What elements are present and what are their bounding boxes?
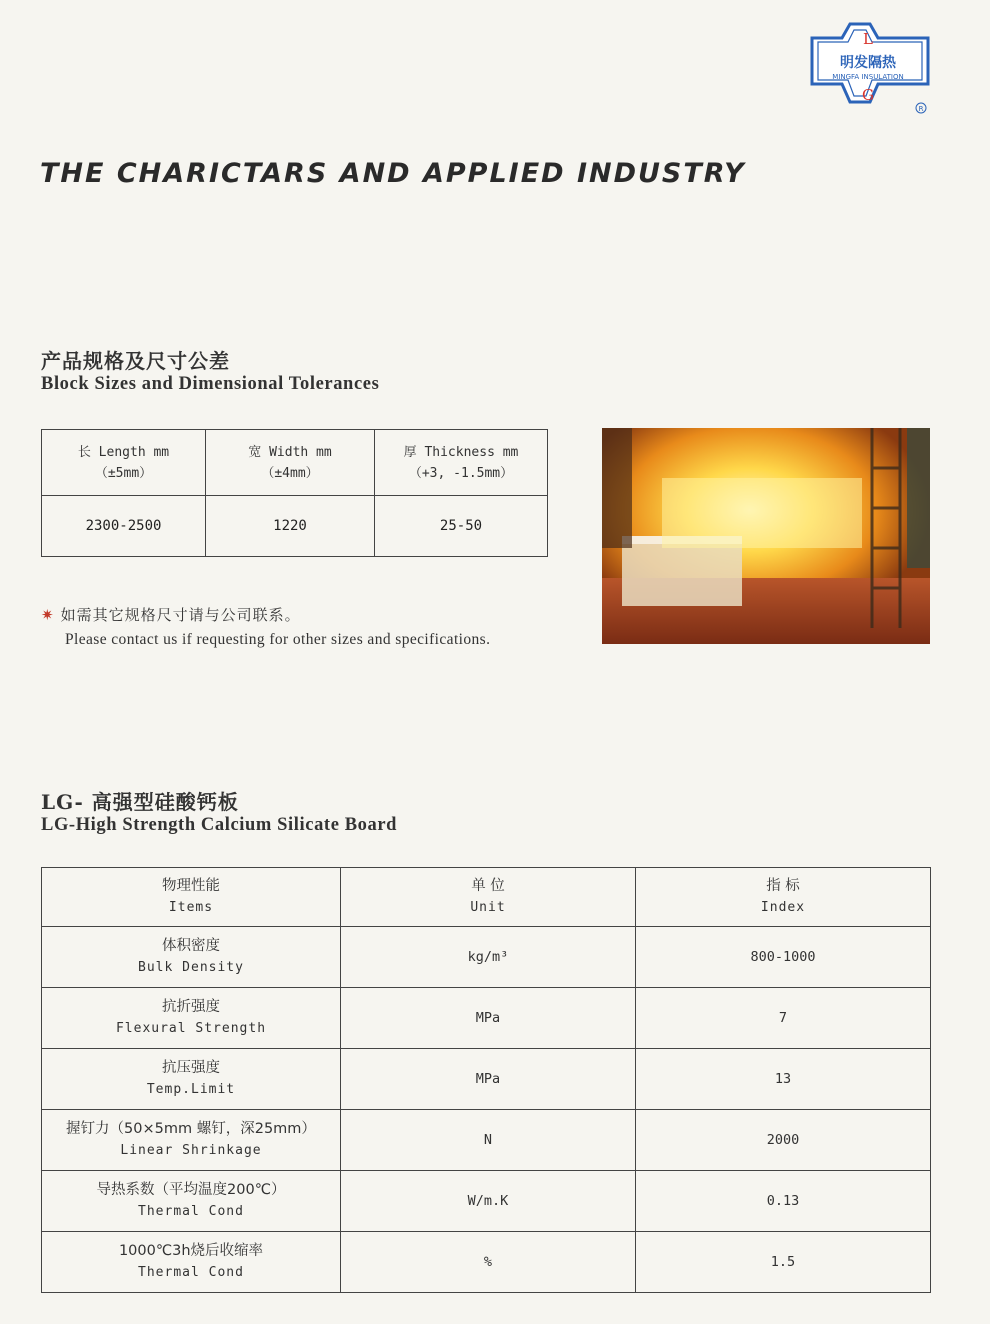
asterisk-icon: ✷ xyxy=(41,606,55,624)
unit-cell: kg/m³ xyxy=(341,927,636,988)
index-cell: 1.5 xyxy=(636,1232,931,1293)
table-row xyxy=(42,1171,931,1232)
index-cell: 13 xyxy=(636,1049,931,1110)
svg-text:G: G xyxy=(862,86,874,104)
index-cell: 800-1000 xyxy=(636,927,931,988)
board-section-title-en: LG-High Strength Calcium Silicate Board xyxy=(41,815,398,835)
item-cell: 导热系数（平均温度200℃） Thermal Cond xyxy=(42,1171,341,1232)
table-row xyxy=(42,988,931,1049)
table-header-row xyxy=(42,430,548,496)
index-cell: 0.13 xyxy=(636,1171,931,1232)
page-title: THE CHARICTARS AND APPLIED INDUSTRY xyxy=(40,158,746,189)
properties-table xyxy=(41,867,931,1293)
item-cell: 握钉力（50×5mm 螺钉，深25mm） Linear Shrinkage xyxy=(42,1110,341,1171)
unit-cell: N xyxy=(341,1110,636,1171)
table-header-row xyxy=(42,868,931,927)
header-unit: 单 位 Unit xyxy=(341,868,636,927)
table-row xyxy=(42,1049,931,1110)
item-cell: 抗折强度 Flexural Strength xyxy=(42,988,341,1049)
unit-cell: W/m.K xyxy=(341,1171,636,1232)
header-items: 物理性能 Items xyxy=(42,868,341,927)
unit-cell: MPa xyxy=(341,1049,636,1110)
length-value: 2300-2500 xyxy=(42,496,206,557)
svg-text:L: L xyxy=(863,30,873,48)
item-cell: 体积密度 Bulk Density xyxy=(42,927,341,988)
furnace-photo xyxy=(602,428,930,644)
item-cell: 1000℃3h烧后收缩率 Thermal Cond xyxy=(42,1232,341,1293)
block-section-title-cn: 产品规格及尺寸公差 xyxy=(41,349,230,373)
table-row xyxy=(42,927,931,988)
furnace-image xyxy=(602,428,930,644)
size-note xyxy=(41,604,490,649)
logo-emblem xyxy=(810,22,930,114)
company-logo xyxy=(810,22,930,114)
block-section-title-en: Block Sizes and Dimensional Tolerances xyxy=(41,374,380,394)
header-width: 宽 Width mm （±4mm） xyxy=(206,430,375,496)
table-row xyxy=(42,1110,931,1171)
svg-text:R: R xyxy=(918,105,924,113)
index-cell: 7 xyxy=(636,988,931,1049)
table-row xyxy=(42,496,548,557)
header-length: 长 Length mm （±5mm） xyxy=(42,430,206,496)
unit-cell: MPa xyxy=(341,988,636,1049)
header-index: 指 标 Index xyxy=(636,868,931,927)
note-cn: 如需其它规格尺寸请与公司联系。 xyxy=(60,606,301,624)
note-en: Please contact us if requesting for other sizes and specifications. xyxy=(65,631,491,648)
index-cell: 2000 xyxy=(636,1110,931,1171)
item-cell: 抗压强度 Temp.Limit xyxy=(42,1049,341,1110)
block-size-table xyxy=(41,429,548,557)
header-thickness: 厚 Thickness mm （+3, -1.5mm） xyxy=(375,430,548,496)
width-value: 1220 xyxy=(206,496,375,557)
svg-text:明发隔热: 明发隔热 xyxy=(840,55,896,71)
unit-cell: % xyxy=(341,1232,636,1293)
thickness-value: 25-50 xyxy=(375,496,548,557)
board-section-title-cn: LG- 高强型硅酸钙板 xyxy=(41,790,239,814)
table-row xyxy=(42,1232,931,1293)
svg-text:MINGFA INSULATION: MINGFA INSULATION xyxy=(832,73,904,81)
